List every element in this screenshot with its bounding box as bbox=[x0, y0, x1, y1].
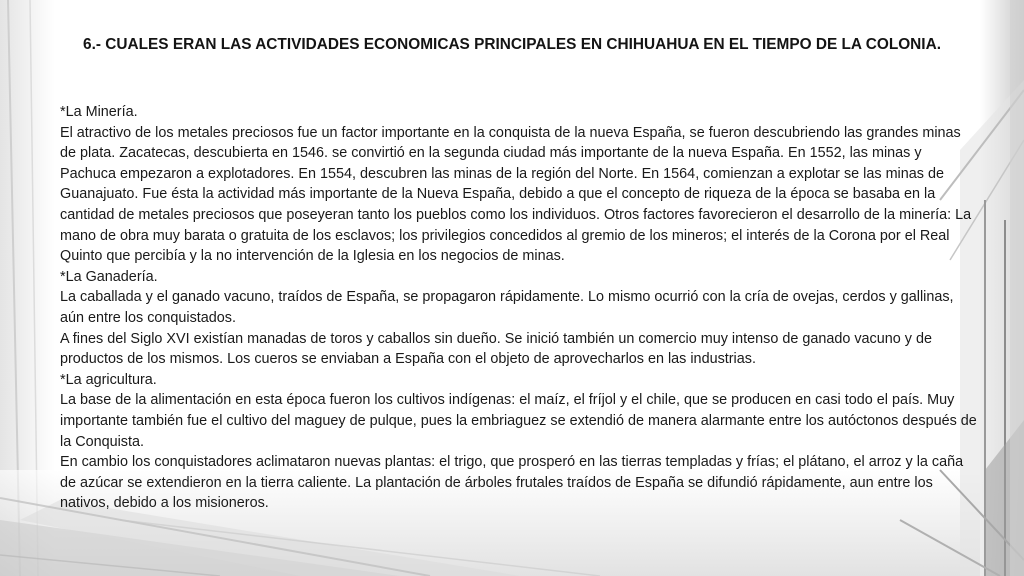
ganaderia-heading: *La Ganadería. bbox=[60, 268, 158, 285]
agricultura-paragraph-1: La base de la alimentación en esta época fueron los cultivos indígenas: el maíz, el fríjol y el chile, que se producen en casi todo el país. Muy importante también fue el cultivo del maguey de pulque, pues la embriaguez se extendió de manera alarmante entre los autóctonos después de la Conquista. bbox=[60, 392, 977, 450]
ganaderia-paragraph-2: A fines del Siglo XVI existían manadas de toros y caballos sin dueño. Se inició también un comercio muy intenso de ganado vacuno y de productos de los mismos. Los cueros se enviaban a España con el objeto de aprovecharlos en las industrias. bbox=[60, 330, 932, 368]
slide-title: 6.- CUALES ERAN LAS ACTIVIDADES ECONOMICAS PRINCIPALES EN CHIHUAHUA EN EL TIEMPO DE LA COLONIA. bbox=[83, 36, 941, 53]
ganaderia-paragraph-1: La caballada y el ganado vacuno, traídos de España, se propagaron rápidamente. Lo mismo ocurrió con la cría de ovejas, cerdos y gallinas, aún entre los conquistados. bbox=[60, 289, 954, 326]
mineria-paragraph: El atractivo de los metales preciosos fue un factor importante en la conquista de la nueva España, se fueron descubriendo las grandes minas de plata. Zacatecas, descubierta en 1546. se convirtió en la segunda ciudad más importante de la nueva España. En 1552, las minas y Pachuca empezaron a explotadores. En 1554, descubren las minas de la región del Norte. En 1564, comienzan a explotar se las minas de Guanajuato. Fue ésta la actividad más importante de la Nueva España, debido a que el concepto de riqueza de la época se basaba en la cantidad de metales preciosos que poseyeran tanto los pueblos como los individuos. Otros factores favorecieron el desarrollo de la minería: La mano de obra muy barata o gratuita de los esclavos; los privilegios concedidos al gremio de los mineros; el interés de la Corona por el Real Quinto que percibía y la no intervención de la Iglesia en los negocios de minas. bbox=[60, 124, 972, 265]
agricultura-heading: *La agricultura. bbox=[60, 371, 157, 388]
mineria-heading: *La Minería. bbox=[60, 104, 138, 120]
slide-body bbox=[60, 102, 980, 514]
agricultura-paragraph-2: En cambio los conquistadores aclimataron nuevas plantas: el trigo, que prosperó en las tierras templadas y frías; el plátano, el arroz y la caña de azúcar se extendieron en la tierra caliente. La plantación de árboles frutales traídos de España se difundió rápidamente, aun entre los nativos, debido a los misioneros. bbox=[60, 454, 964, 512]
